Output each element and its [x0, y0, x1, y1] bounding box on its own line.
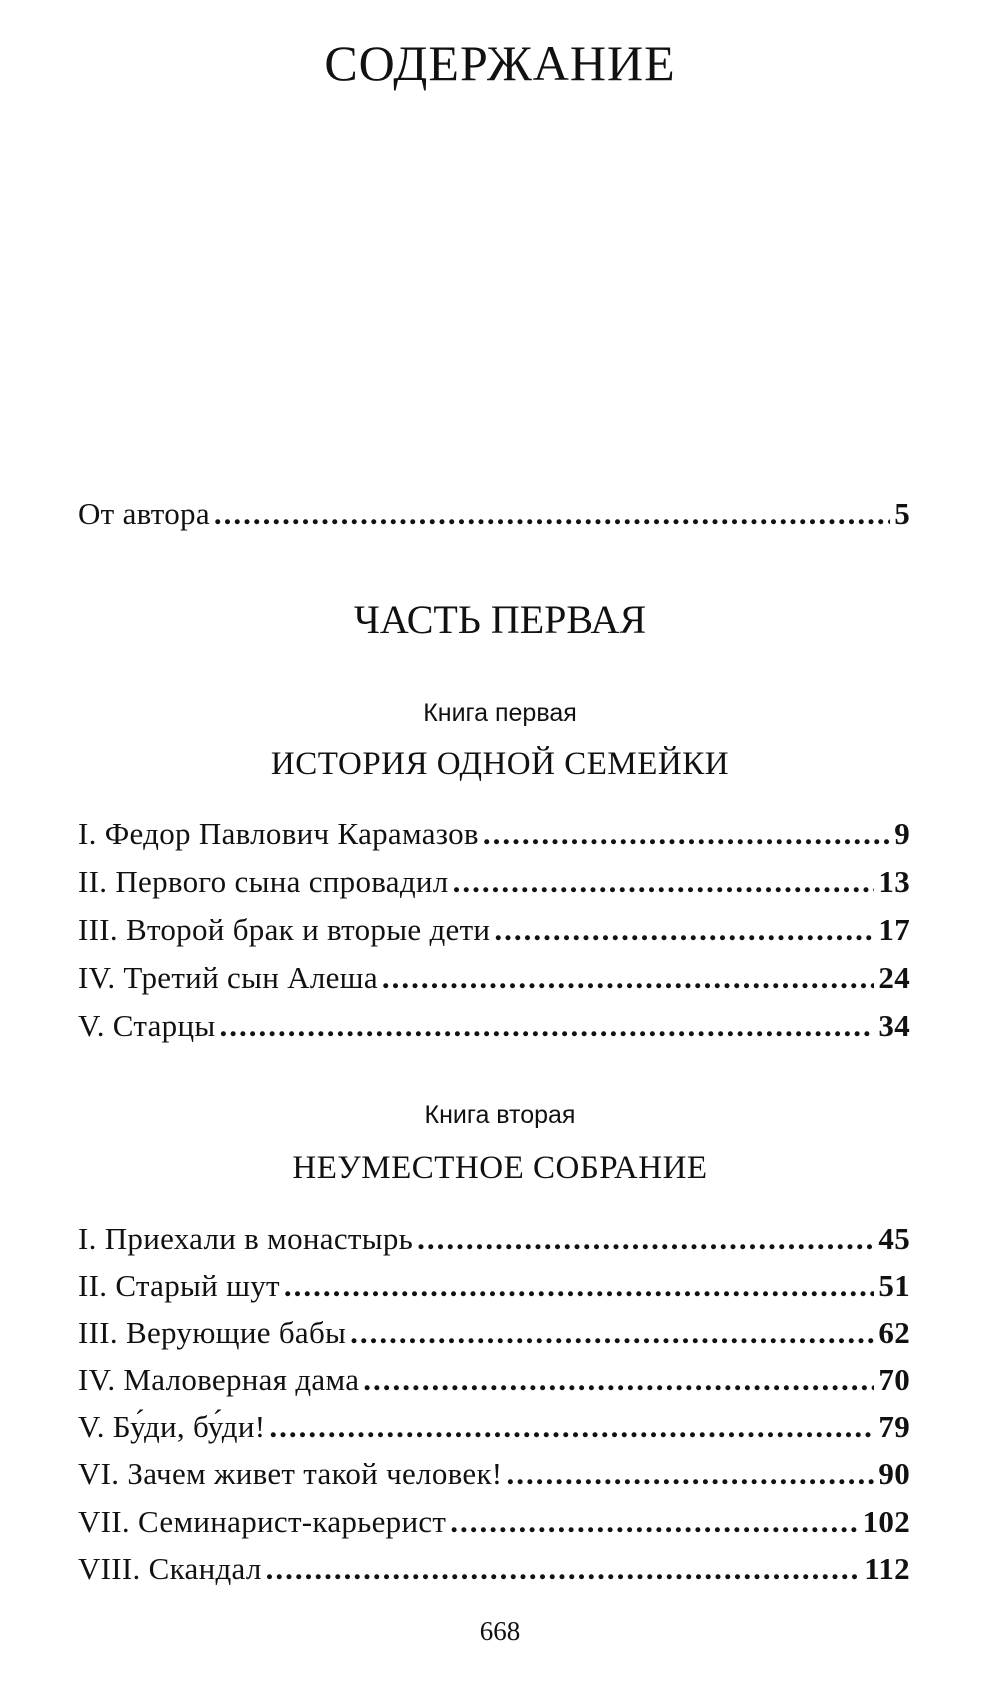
- entry-label: IV. Маловерная дама: [78, 1362, 360, 1397]
- entry-label: VII. Семинарист-карьерист: [78, 1504, 447, 1539]
- entry-page: 90: [878, 1456, 910, 1491]
- entry-label: V. Бу́ди, бу́ди!: [78, 1409, 266, 1444]
- book-2-title: НЕУМЕСТНОЕ СОБРАНИЕ: [292, 1150, 708, 1186]
- entry-label: VIII. Скандал: [78, 1551, 262, 1586]
- book-1-title: ИСТОРИЯ ОДНОЙ СЕМЕЙКИ: [270, 746, 730, 782]
- page-number: 668: [479, 1616, 521, 1646]
- dot-leader: [350, 1317, 874, 1348]
- entry-page: 24: [878, 960, 910, 995]
- book-2-subtitle: Книга вторая: [424, 1101, 576, 1129]
- dot-leader: [214, 498, 890, 529]
- entry-page: 51: [878, 1268, 910, 1303]
- dot-leader: [363, 1364, 874, 1395]
- entry-page: 102: [862, 1504, 910, 1539]
- book-1-subtitle: Книга первая: [423, 699, 577, 727]
- entry-label: III. Второй брак и вторые дети: [78, 912, 491, 947]
- toc-entry: [78, 818, 910, 849]
- entry-label: IV. Третий сын Алеша: [78, 960, 378, 995]
- dot-leader: [494, 914, 874, 945]
- toc-entry: [78, 1317, 910, 1348]
- entry-page: 112: [864, 1551, 910, 1586]
- dot-leader: [219, 1010, 874, 1041]
- entry-label: II. Старый шут: [78, 1268, 280, 1303]
- toc-entry: [78, 1223, 910, 1254]
- toc-entry: [78, 1364, 910, 1395]
- dot-leader: [453, 866, 875, 897]
- entry-label: От автора: [78, 496, 210, 531]
- entry-page: 79: [878, 1409, 910, 1444]
- toc-entry: [78, 1270, 910, 1301]
- toc-entry: [78, 962, 910, 993]
- toc-entry-intro: [78, 498, 910, 529]
- toc-entry: [78, 1411, 910, 1442]
- entry-page: 45: [878, 1221, 910, 1256]
- dot-leader: [269, 1411, 874, 1442]
- dot-leader: [266, 1553, 861, 1584]
- entry-page: 9: [894, 816, 910, 851]
- part-heading: ЧАСТЬ ПЕРВАЯ: [353, 597, 647, 642]
- entry-page: 62: [878, 1315, 910, 1350]
- dot-leader: [382, 962, 875, 993]
- toc-entry: [78, 1506, 910, 1537]
- toc-entry: [78, 866, 910, 897]
- entry-label: V. Старцы: [78, 1008, 216, 1043]
- dot-leader: [506, 1458, 874, 1489]
- dot-leader: [450, 1506, 858, 1537]
- toc-entry: [78, 1553, 910, 1584]
- entry-label: I. Федор Павлович Карамазов: [78, 816, 479, 851]
- toc-entry: [78, 1010, 910, 1041]
- toc-entry: [78, 1458, 910, 1489]
- entry-label: VI. Зачем живет такой человек!: [78, 1456, 503, 1491]
- entry-page: 17: [878, 912, 910, 947]
- entry-label: III. Верующие бабы: [78, 1315, 347, 1350]
- entry-page: 70: [878, 1362, 910, 1397]
- entry-page: 5: [894, 496, 910, 531]
- entry-page: 34: [878, 1008, 910, 1043]
- dot-leader: [483, 818, 890, 849]
- dot-leader: [284, 1270, 875, 1301]
- entry-label: I. Приехали в монастырь: [78, 1221, 414, 1256]
- entry-page: 13: [878, 864, 910, 899]
- page-title: СОДЕРЖАНИЕ: [324, 35, 676, 91]
- entry-label: II. Первого сына спровадил: [78, 864, 449, 899]
- dot-leader: [417, 1223, 874, 1254]
- toc-entry: [78, 914, 910, 945]
